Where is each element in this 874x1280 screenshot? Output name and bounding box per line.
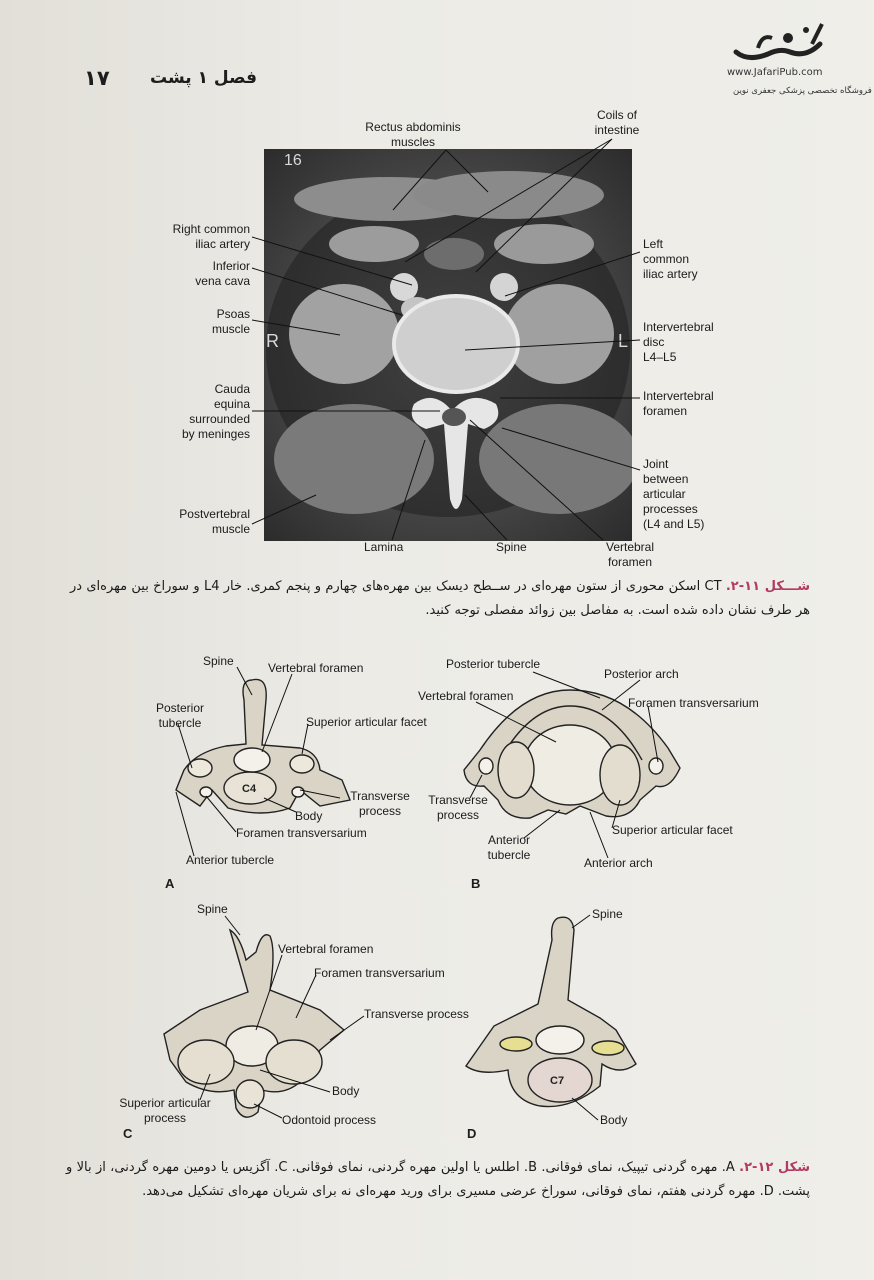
vertebra-d-level: C7 [550, 1075, 565, 1087]
b-label-superior-articular-facet: Superior articular facet [612, 823, 733, 837]
panel-b-letter: B [471, 876, 481, 891]
c-label-foramen-transversarium: Foramen transversarium [314, 966, 445, 980]
label-cauda-equina: Cauda equina surrounded by meninges [181, 382, 250, 441]
figure-11-id: شـــکل ۱۱-۲. [725, 579, 810, 594]
b-label-foramen-transversarium: Foramen transversarium [628, 696, 759, 710]
a-label-superior-articular-facet: Superior articular facet [306, 715, 427, 729]
publisher-name: فروشگاه تخصصی پزشکی جعفری نوین [733, 86, 872, 96]
panel-d-letter: D [467, 1126, 477, 1141]
b-label-anterior-arch: Anterior arch [584, 856, 653, 870]
label-intervertebral-foramen: Intervertebral foramen [643, 389, 714, 418]
label-coils-intestine: Coils of intestine [594, 108, 640, 137]
page-number: ۱۷ [84, 66, 110, 90]
vertebra-a-drawing [176, 679, 350, 813]
scan-slice-number: 16 [284, 152, 302, 169]
vertebra-d-drawing [466, 917, 636, 1106]
panel-c-letter: C [123, 1126, 133, 1141]
vertebra-c-drawing [164, 930, 344, 1117]
scan-side-right: R [266, 331, 279, 351]
label-left-common-iliac: Left common iliac artery [643, 237, 698, 281]
a-label-transverse-process: Transverse process [350, 789, 410, 818]
b-label-transverse-process: Transverse process [428, 793, 488, 822]
label-joint-articular: Joint between articular processes (L4 and L5) [643, 457, 705, 531]
label-inferior-vena-cava: Inferior vena cava [195, 259, 250, 288]
a-label-vertebral-foramen: Vertebral foramen [268, 661, 364, 675]
a-label-foramen-transversarium: Foramen transversarium [236, 826, 367, 840]
label-right-common-iliac: Right common iliac artery [172, 222, 250, 251]
a-label-posterior-tubercle: Posterior tubercle [155, 701, 205, 730]
figure-11-text: CT اسکن محوری از ستون مهره‌ای در ســطح دیسک بین مهره‌های چهارم و پنجم کمری. خار L4 و سوراخ بین مهره‌ای در هر طرف نشان داده شده است. به مفاصل بین زوائد مفصلی توجه کنید. [70, 579, 810, 618]
a-label-anterior-tubercle: Anterior tubercle [186, 853, 275, 867]
c-label-superior-articular-process: Superior articular process [119, 1096, 211, 1125]
label-psoas-muscle: Psoas muscle [211, 307, 250, 336]
b-label-posterior-tubercle: Posterior tubercle [446, 657, 541, 671]
figure-12-text: A. مهره گردنی تیپیک، نمای فوقانی. B. اطلس یا اولین مهره گردنی، نمای فوقانی. C. آگزیس یا دومین مهره گردنی، از بالا و پشت. D. مهره گردنی هفتم، نمای فوقانی، سوراخ عرضی مسیری برای ورید مهره‌ای نه برای شریان مهره‌ای تشکیل می‌دهد. [66, 1160, 810, 1199]
b-label-anterior-tubercle: Anterior tubercle [487, 833, 531, 862]
b-label-vertebral-foramen: Vertebral foramen [418, 689, 514, 703]
label-postvertebral-muscle: Postvertebral muscle [179, 507, 250, 536]
scan-side-left: L [618, 331, 629, 351]
d-label-body: Body [600, 1113, 628, 1127]
publisher-url: www.JafariPub.com [727, 67, 823, 78]
c-label-spine: Spine [197, 902, 228, 916]
b-label-posterior-arch: Posterior arch [604, 667, 679, 681]
label-spine: Spine [496, 540, 527, 554]
figure-11-caption [70, 575, 810, 623]
c-label-odontoid-process: Odontoid process [282, 1113, 377, 1127]
a-label-body: Body [295, 809, 323, 823]
a-label-spine: Spine [203, 654, 234, 668]
figure-12-caption [66, 1156, 810, 1204]
c-label-body: Body [332, 1084, 360, 1098]
chapter-title: فصل ۱ پشت [150, 68, 257, 88]
c-label-vertebral-foramen: Vertebral foramen [278, 942, 374, 956]
ct-leader-lines [0, 0, 874, 600]
vertebrae-drawings [0, 640, 874, 1160]
d-label-spine: Spine [592, 907, 623, 921]
figure-12-id: شکل ۱۲-۲. [739, 1160, 810, 1175]
label-rectus-abdominis: Rectus abdominis muscles [365, 120, 461, 149]
label-intervertebral-disc: Intervertebral disc L4–L5 [643, 320, 714, 364]
c-label-transverse-process: Transverse process [364, 1007, 469, 1021]
panel-a-letter: A [165, 876, 175, 891]
label-lamina: Lamina [364, 540, 404, 554]
vertebra-a-level: C4 [242, 783, 257, 795]
label-vertebral-foramen: Vertebral foramen [605, 540, 655, 569]
